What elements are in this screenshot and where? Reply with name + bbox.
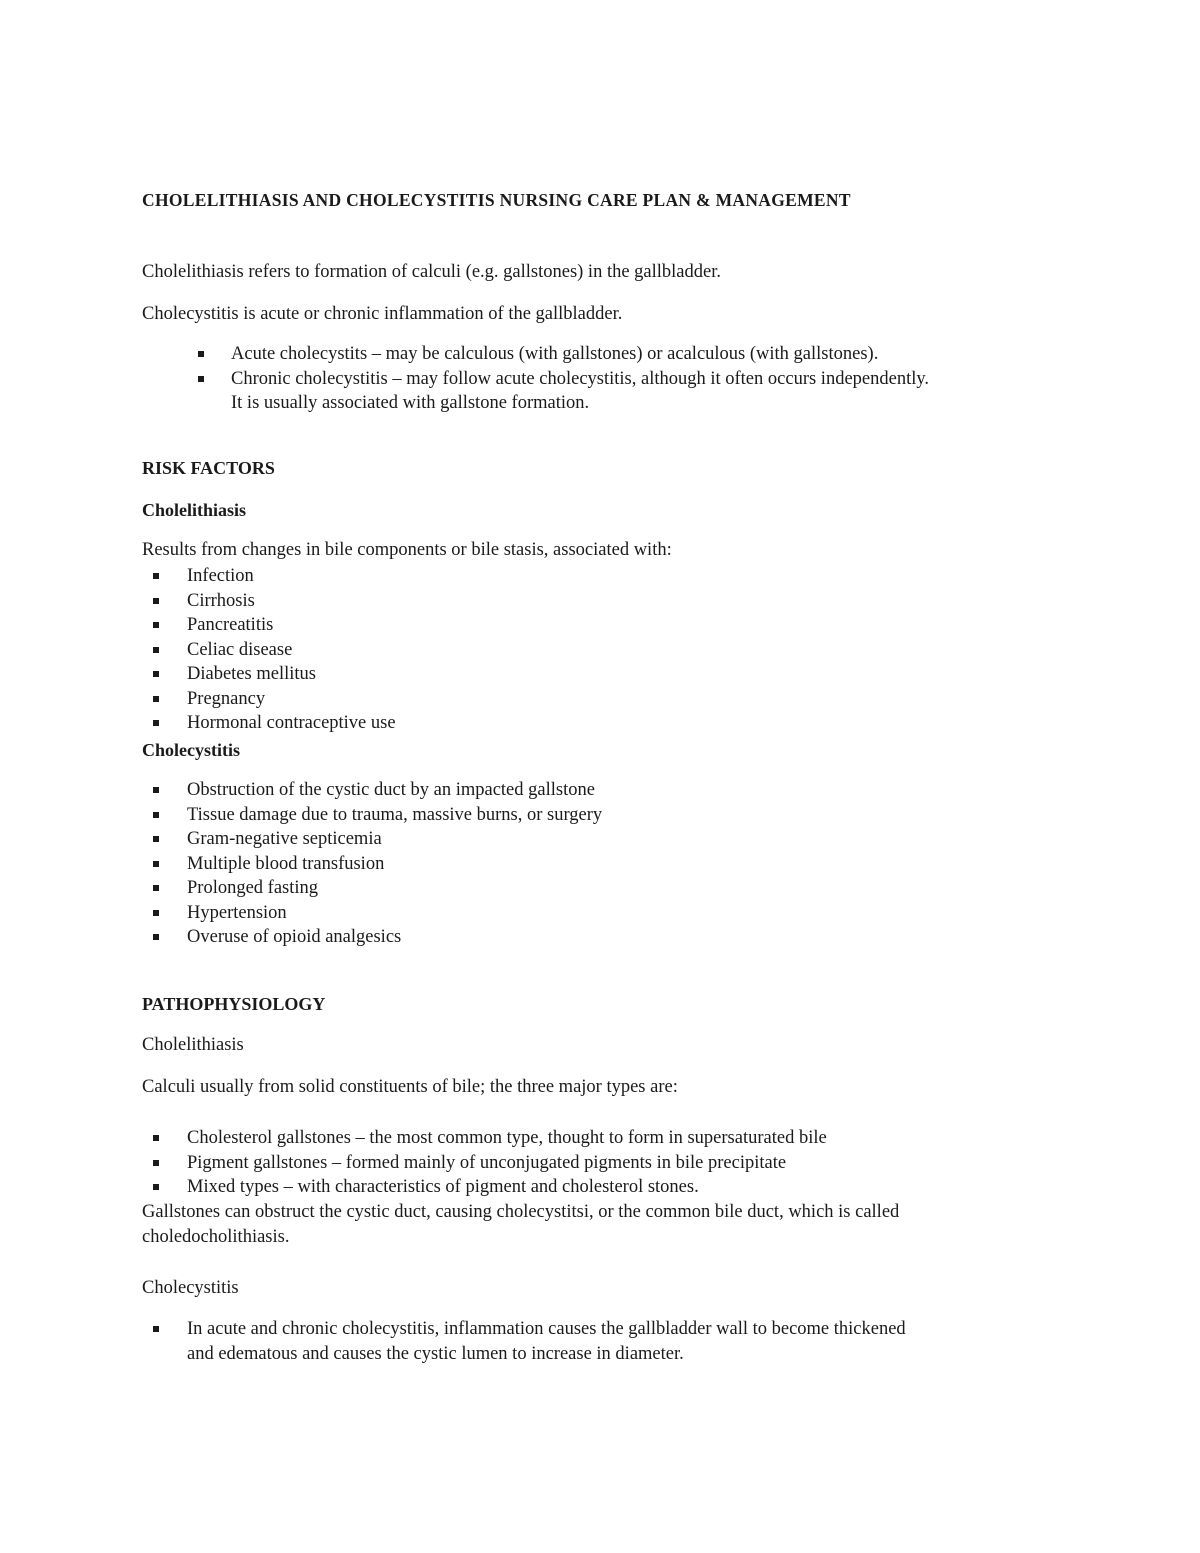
gallstone-types-list xyxy=(187,1126,827,1200)
list-item-text: Overuse of opioid analgesics xyxy=(187,927,402,947)
obstruction-paragraph-line-1: Gallstones can obstruct the cystic duct, causing cholecystitsi, or the common bile duct, which is called xyxy=(142,1202,900,1222)
section-heading-risk-factors: RISK FACTORS xyxy=(142,458,275,478)
document-title: CHOLELITHIASIS AND CHOLECYSTITIS NURSING CARE PLAN & MANAGEMENT xyxy=(142,190,851,210)
list-item xyxy=(187,827,602,852)
list-item-text: Cholesterol gallstones – the most common type, thought to form in supersaturated bile xyxy=(187,1128,827,1148)
list-item-text: Pregnancy xyxy=(187,688,266,709)
list-item xyxy=(231,342,929,367)
patho-cholecystitis-continuation: and edematous and causes the cystic lumen to increase in diameter. xyxy=(187,1344,684,1364)
list-item xyxy=(187,1175,827,1200)
list-item xyxy=(187,876,602,901)
intro-bullet-continuation: It is usually associated with gallstone formation. xyxy=(231,393,590,413)
list-item-text: Chronic cholecystitis – may follow acute cholecystitis, although it often occurs independently. xyxy=(231,368,930,389)
subheading-cholelithiasis: Cholelithiasis xyxy=(142,500,247,520)
list-item-text: In acute and chronic cholecystitis, inflammation causes the gallbladder wall to become thickened xyxy=(187,1319,906,1339)
list-item xyxy=(187,613,396,638)
list-item xyxy=(187,778,602,803)
list-item xyxy=(187,852,602,877)
list-item xyxy=(187,1126,827,1151)
list-item-text: Multiple blood transfusion xyxy=(187,853,385,874)
list-item-text: Hypertension xyxy=(187,902,287,923)
list-item xyxy=(187,564,396,589)
list-item xyxy=(187,687,396,712)
list-item xyxy=(187,711,396,736)
list-item-text: Gram-negative septicemia xyxy=(187,829,382,849)
section-heading-pathophysiology: PATHOPHYSIOLOGY xyxy=(142,994,326,1014)
patho-subheading-cholecystitis: Cholecystitis xyxy=(142,1278,239,1298)
list-item-text: Diabetes mellitus xyxy=(187,664,316,684)
list-item-text: Infection xyxy=(187,566,254,586)
list-item-text: Hormonal contraceptive use xyxy=(187,713,396,733)
risk-cholecystitis-list xyxy=(187,778,602,950)
list-item-text: Mixed types – with characteristics of pigment and cholesterol stones. xyxy=(187,1177,699,1197)
list-item-text: Acute cholecystits – may be calculous (with gallstones) or acalculous (with gallstones). xyxy=(231,344,879,364)
subheading-cholecystitis: Cholecystitis xyxy=(142,740,240,760)
list-item xyxy=(187,1151,827,1176)
patho-cholelithiasis-intro: Calculi usually from solid constituents of bile; the three major types are: xyxy=(142,1077,678,1097)
list-item xyxy=(187,803,602,828)
intro-paragraph-cholecystitis: Cholecystitis is acute or chronic inflammation of the gallbladder. xyxy=(142,304,623,324)
list-item-text: Prolonged fasting xyxy=(187,878,319,898)
patho-cholecystitis-list xyxy=(187,1317,906,1342)
intro-bullet-list xyxy=(231,342,929,391)
list-item-text: Celiac disease xyxy=(187,639,293,660)
list-item xyxy=(187,925,602,950)
list-item xyxy=(187,589,396,614)
list-item xyxy=(187,1317,906,1342)
list-item-text: Pigment gallstones – formed mainly of unconjugated pigments in bile precipitate xyxy=(187,1152,787,1173)
risk-cholelithiasis-list xyxy=(187,564,396,736)
list-item-text: Pancreatitis xyxy=(187,615,274,635)
patho-subheading-cholelithiasis: Cholelithiasis xyxy=(142,1035,244,1055)
risk-cholelithiasis-intro: Results from changes in bile components or bile stasis, associated with: xyxy=(142,540,672,560)
list-item-text: Obstruction of the cystic duct by an impacted gallstone xyxy=(187,780,595,800)
list-item xyxy=(187,662,396,687)
list-item xyxy=(187,901,602,926)
obstruction-paragraph-line-2: choledocholithiasis. xyxy=(142,1227,290,1247)
list-item-text: Tissue damage due to trauma, massive burns, or surgery xyxy=(187,804,603,825)
list-item xyxy=(187,638,396,663)
list-item xyxy=(231,367,929,392)
list-item-text: Cirrhosis xyxy=(187,590,255,611)
intro-paragraph-cholelithiasis: Cholelithiasis refers to formation of calculi (e.g. gallstones) in the gallbladder. xyxy=(142,262,721,282)
